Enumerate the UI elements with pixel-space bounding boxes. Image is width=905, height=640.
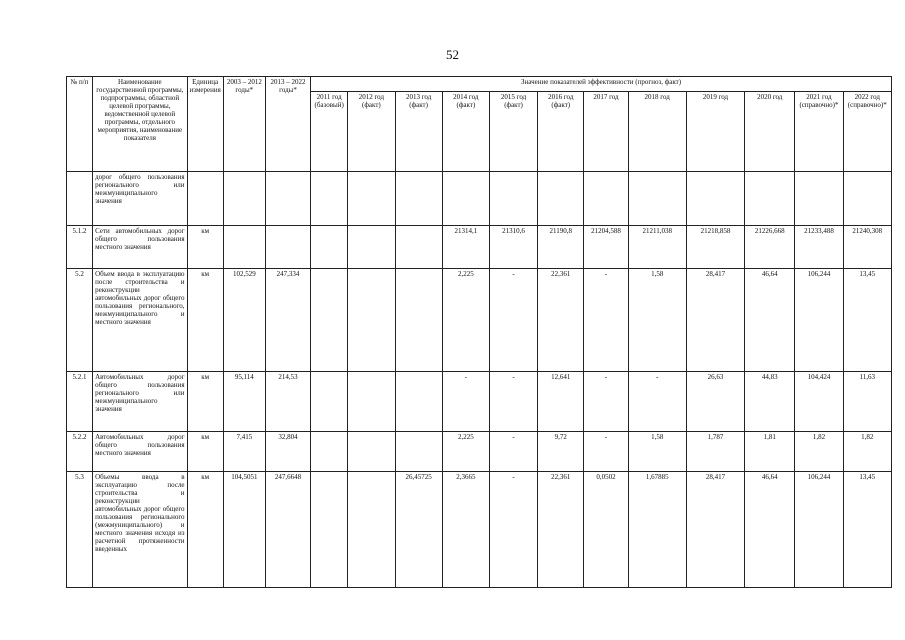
row-num: 5.1.2 [67, 226, 93, 269]
row-num: 5.2.1 [67, 372, 93, 432]
row-2003-2012: 102,529 [223, 269, 265, 372]
header-year: 2017 год [584, 92, 628, 172]
row-value: 44,83 [745, 372, 795, 432]
row-num: 5.2.2 [67, 432, 93, 472]
header-year: 2014 год (факт) [442, 92, 489, 172]
row-value [311, 432, 348, 472]
row-value: 2,3665 [442, 472, 489, 588]
row-2013-2022: 214,53 [265, 372, 310, 432]
row-value: 1,82 [843, 432, 891, 472]
row-2003-2012: 7,415 [223, 432, 265, 472]
row-value: 22,361 [538, 472, 584, 588]
row-unit: км [187, 269, 223, 372]
header-num: № п/п [67, 77, 93, 172]
row-value [628, 172, 686, 226]
header-name: Наименование государственной программы, подпрограммы, областной целевой программы, ведомственной целевой программы, отдельного мероприятия, наименование показателя [93, 77, 187, 172]
row-name: дорог общего пользования регионального или межмуниципального значения [93, 172, 187, 226]
row-value: - [584, 432, 628, 472]
row-value [686, 172, 744, 226]
row-2013-2022 [265, 226, 310, 269]
row-name: Объем ввода в эксплуатацию после строительства и реконструкции автомобильных дорог общего пользования регионального, межмуниципального и местного значения [93, 269, 187, 372]
row-value: 26,45725 [395, 472, 442, 588]
row-value: 1,82 [795, 432, 843, 472]
table-row [67, 172, 892, 226]
row-value [348, 269, 395, 372]
page-number: 52 [446, 47, 459, 62]
header-year: 2011 год (базовый) [311, 92, 348, 172]
row-num [67, 172, 93, 226]
header-year: 2020 год [745, 92, 795, 172]
row-value [311, 372, 348, 432]
table-row [67, 472, 892, 588]
row-value: 21218,858 [686, 226, 744, 269]
row-value [395, 372, 442, 432]
row-value: - [489, 432, 537, 472]
row-2003-2012: 104,5051 [223, 472, 265, 588]
row-value [538, 172, 584, 226]
row-value [395, 172, 442, 226]
row-value [311, 269, 348, 372]
row-value: 1,58 [628, 432, 686, 472]
row-value: 22,361 [538, 269, 584, 372]
row-value: - [584, 269, 628, 372]
row-unit [187, 172, 223, 226]
header-year: 2012 год (факт) [348, 92, 395, 172]
header-year: 2015 год (факт) [489, 92, 537, 172]
row-value [395, 432, 442, 472]
row-value [395, 226, 442, 269]
row-name: Автомобильных дорог общего пользования регионального или межмуниципального значения [93, 372, 187, 432]
row-value: 21233,488 [795, 226, 843, 269]
row-value: 2,225 [442, 432, 489, 472]
row-value [584, 172, 628, 226]
row-value [311, 226, 348, 269]
row-2003-2012 [223, 226, 265, 269]
row-value [348, 472, 395, 588]
row-value: 11,63 [843, 372, 891, 432]
row-value [311, 472, 348, 588]
header-year: 2018 год [628, 92, 686, 172]
row-value: 46,64 [745, 269, 795, 372]
row-2013-2022: 32,804 [265, 432, 310, 472]
row-value [489, 172, 537, 226]
row-2013-2022: 247,6648 [265, 472, 310, 588]
row-unit: км [187, 372, 223, 432]
row-value: 21211,038 [628, 226, 686, 269]
row-unit: км [187, 472, 223, 588]
row-value: 1,787 [686, 432, 744, 472]
row-value: 21226,668 [745, 226, 795, 269]
row-2003-2012: 95,114 [223, 372, 265, 432]
row-value: 21240,308 [843, 226, 891, 269]
header-2013-2022: 2013 – 2022 годы* [265, 77, 310, 172]
row-value: 13,45 [843, 472, 891, 588]
row-value: 106,244 [795, 472, 843, 588]
row-2003-2012 [223, 172, 265, 226]
table-row [67, 226, 892, 269]
header-indicator-group: Значение показателей эффективности (прогноз, факт) [311, 77, 892, 92]
row-value: 12,641 [538, 372, 584, 432]
row-value: 21310,6 [489, 226, 537, 269]
row-value: 13,45 [843, 269, 891, 372]
row-value [442, 172, 489, 226]
row-value [795, 172, 843, 226]
row-num: 5.3 [67, 472, 93, 588]
header-2003-2012: 2003 – 2012 годы* [223, 77, 265, 172]
row-value: - [489, 372, 537, 432]
row-num: 5.2 [67, 269, 93, 372]
row-value: 1,81 [745, 432, 795, 472]
indicators-table [66, 76, 892, 588]
row-value: 26,63 [686, 372, 744, 432]
row-name: Объемы ввода в эксплуатацию после строительства и реконструкции автомобильных дорог общего пользования регионального (межмуниципального) и местного значения исходя из расчетной протяженности введенных [93, 472, 187, 588]
row-value: 106,244 [795, 269, 843, 372]
row-unit: км [187, 226, 223, 269]
row-value [348, 432, 395, 472]
row-value: 28,417 [686, 472, 744, 588]
table-row [67, 432, 892, 472]
header-unit: Единица измерения [187, 77, 223, 172]
header-year: 2021 год (справочно)* [795, 92, 843, 172]
row-2013-2022: 247,334 [265, 269, 310, 372]
row-value: 2,225 [442, 269, 489, 372]
row-name: Автомобильных дорог общего пользования местного значения [93, 432, 187, 472]
header-year: 2019 год [686, 92, 744, 172]
row-value: 1,58 [628, 269, 686, 372]
row-value [348, 172, 395, 226]
row-value: - [442, 372, 489, 432]
row-value [745, 172, 795, 226]
row-value: 1,67885 [628, 472, 686, 588]
row-value: 21314,1 [442, 226, 489, 269]
header-row [67, 77, 892, 92]
row-value: 46,64 [745, 472, 795, 588]
table-row [67, 372, 892, 432]
row-value [395, 269, 442, 372]
row-value: - [584, 372, 628, 432]
header-year: 2022 год (справочно)* [843, 92, 891, 172]
row-value [311, 172, 348, 226]
row-value [348, 226, 395, 269]
row-value: 28,417 [686, 269, 744, 372]
row-value: 0,0502 [584, 472, 628, 588]
row-value [348, 372, 395, 432]
table-row [67, 269, 892, 372]
row-value [843, 172, 891, 226]
row-value: 9,72 [538, 432, 584, 472]
row-name: Сети автомобильных дорог общего пользования местного значения [93, 226, 187, 269]
row-value: - [489, 472, 537, 588]
row-value: 104,424 [795, 372, 843, 432]
row-value: 21190,8 [538, 226, 584, 269]
header-year: 2016 год (факт) [538, 92, 584, 172]
row-unit: км [187, 432, 223, 472]
row-value: 21204,588 [584, 226, 628, 269]
row-value: - [489, 269, 537, 372]
row-2013-2022 [265, 172, 310, 226]
header-year: 2013 год (факт) [395, 92, 442, 172]
row-value: - [628, 372, 686, 432]
